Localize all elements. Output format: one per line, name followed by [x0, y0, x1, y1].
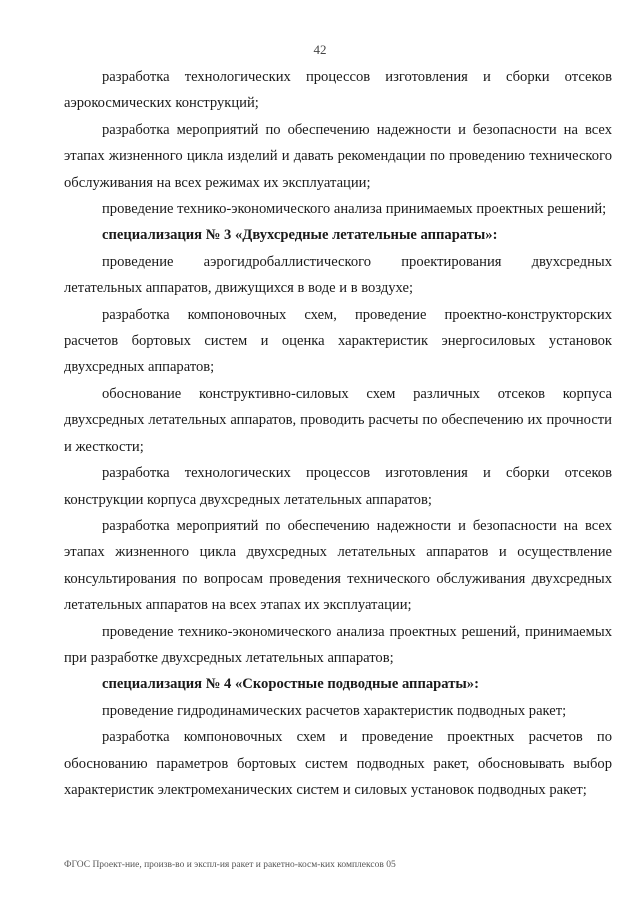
paragraph: разработка технологических процессов изготовления и сборки отсеков аэрокосмических конструкций; [64, 69, 612, 112]
document-body [64, 64, 612, 803]
paragraph: проведение технико-экономического анализа проектных решений, принимаемых при разработке двухсредных летательных аппаратов; [64, 623, 612, 666]
paragraph: проведение аэрогидробаллистического проектирования двухсредных летательных аппаратов, движущихся в воде и в воздухе; [64, 253, 612, 297]
paragraph: проведение гидродинамических расчетов характеристик подводных ракет; [102, 702, 567, 719]
page-number: 42 [313, 42, 327, 57]
paragraph: разработка мероприятий по обеспечению надежности и безопасности на всех этапах жизненного цикла изделий и давать рекомендации по проведению технического обслуживания на всех режимах их эксплуатации; [64, 121, 612, 191]
paragraph: разработка технологических процессов изготовления и сборки отсеков конструкции корпуса двухсредных летательных аппаратов; [64, 465, 612, 508]
section-heading: специализация № 4 «Скоростные подводные аппараты»: [102, 676, 479, 693]
paragraph: проведение технико-экономического анализа принимаемых проектных решений; [102, 201, 607, 218]
paragraph: обоснование конструктивно-силовых схем различных отсеков корпуса двухсредных летательных аппаратов, проводить расчеты по обеспечению их прочности и жесткости; [64, 385, 612, 455]
paragraph: разработка мероприятий по обеспечению надежности и безопасности на всех этапах жизненного цикла двухсредных летательных аппаратов и осуществление консультирования по вопросам проведения технического обслуживания двухсредных летательных аппаратов на всех этапах их эксплуатации; [64, 517, 612, 614]
section-heading: специализация № 3 «Двухсредные летательные аппараты»: [102, 227, 498, 244]
page-footer: ФГОС Проект-ние, произв-во и экспл-ия ракет и ракетно-косм-ких комплексов 05 [64, 860, 396, 870]
paragraph: разработка компоновочных схем, проведение проектно-конструкторских расчетов бортовых систем и оценка характеристик энергосиловых установок двухсредных аппаратов; [64, 306, 612, 376]
paragraph: разработка компоновочных схем и проведение проектных расчетов по обоснованию параметров бортовых систем подводных ракет, обосновывать выбор характеристик электромеханических систем и силовых установок подводных ракет; [64, 729, 612, 798]
